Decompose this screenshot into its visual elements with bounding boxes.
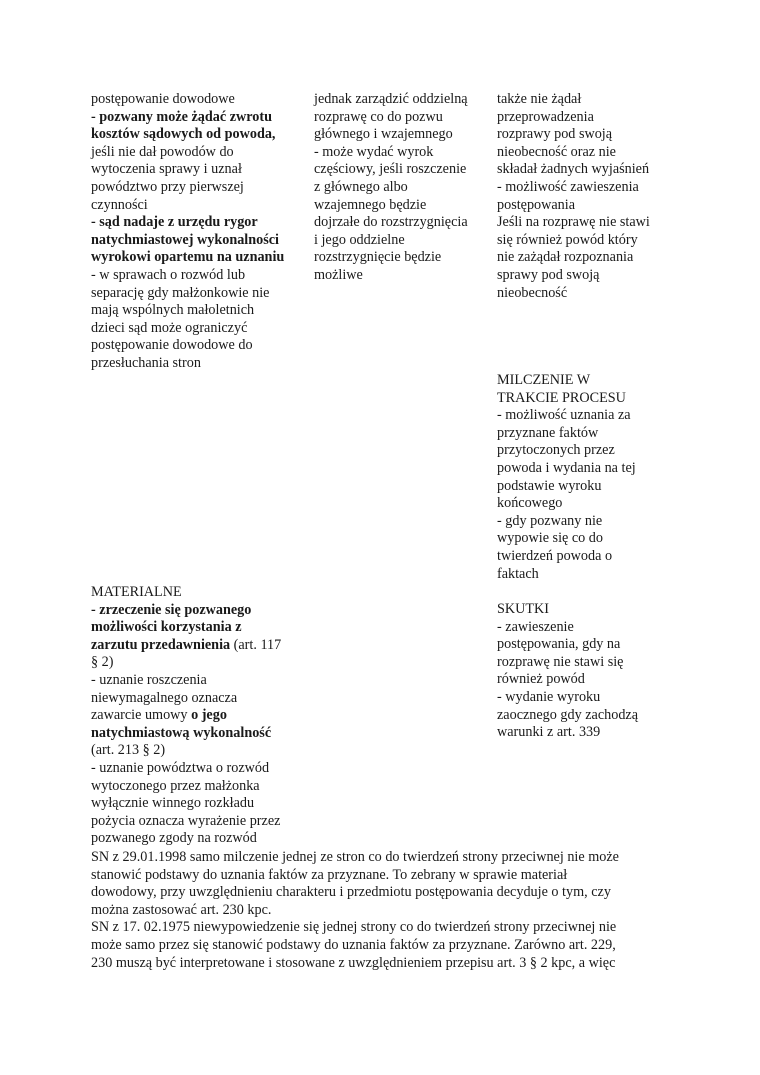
text-line-bold: - pozwany może żądać zwrotu (91, 108, 272, 125)
text-line: się również powód który (497, 231, 638, 248)
column-1-top-block (91, 91, 306, 373)
text-line: SN z 29.01.1998 samo milczenie jednej ze stron co do twierdzeń strony przeciwnej nie może (91, 849, 619, 865)
text-line: dowodowy, przy uwzględnieniu charakteru i przedmiotu postępowania decyduje o tym, czy (91, 884, 611, 901)
text-line: przeprowadzenia (497, 108, 594, 125)
text-line: rozprawę co do pozwu (314, 108, 443, 125)
text-line: można zastosować art. 230 kpc. (91, 901, 272, 918)
text-line-bold: natychmiastową wykonalność (91, 724, 272, 741)
text-line: separację gdy małżonkowie nie (91, 284, 270, 301)
text-line: możliwe (314, 266, 363, 283)
text-line: jednak zarządzić oddzielną (314, 91, 468, 107)
text-line-bold: kosztów sądowych od powoda, (91, 126, 276, 143)
text-line: pożycia oznacza wyrażenie przez (91, 812, 281, 829)
text-line: czynności (91, 196, 148, 213)
text-line: rozstrzygnięcie będzie (314, 249, 442, 266)
court-rulings-paragraph (91, 849, 681, 972)
text-line: stanowić podstawy do uznania faktów za przyznane. To zebrany w sprawie materiał (91, 866, 568, 883)
text-line: (art. 213 § 2) (91, 742, 166, 759)
text-line-bold: wyrokowi opartemu na uznaniu (91, 249, 285, 266)
bold-fragment: o jego (191, 707, 227, 724)
text-line: dzieci sąd może ograniczyć (91, 319, 248, 336)
text-line: wypowie się co do (497, 530, 603, 547)
text-line: sprawy pod swoją (497, 266, 600, 283)
text-line: wytoczonego przez małżonka (91, 777, 260, 794)
text-line: mają wspólnych małoletnich (91, 302, 255, 319)
text-line: - zawieszenie (497, 618, 574, 635)
text-line: twierdzeń powoda o (497, 547, 613, 564)
text-line: przyznane faktów (497, 424, 599, 441)
text-line: pozwanego zgody na rozwód (91, 830, 257, 847)
text-line: powództwo przy pierwszej (91, 178, 244, 195)
text-line: nie zażądał rozpoznania (497, 249, 634, 266)
text-line: SN z 17. 02.1975 niewypowiedzenie się jednej strony co do twierdzeń strony przeciwnej nie (91, 919, 617, 936)
text-line: wzajemnego będzie (314, 196, 427, 213)
text-line: Jeśli na rozprawę nie stawi (497, 214, 650, 231)
text-line: 230 muszą być interpretowane i stosowane z uwzględnieniem przepisu art. 3 § 2 kpc, a więc (91, 954, 616, 971)
text-line: dojrzałe do rozstrzygnięcia (314, 214, 468, 231)
text-line: - wydanie wyroku (497, 688, 601, 705)
text-line: niewymagalnego oznacza (91, 689, 238, 706)
text-line: wyłącznie winnego rozkładu (91, 795, 255, 812)
text-line-bold: możliwości korzystania z (91, 619, 242, 636)
text-line: podstawie wyroku (497, 477, 602, 494)
text-line: przesłuchania stron (91, 354, 201, 371)
text-line: głównego i wzajemnego (314, 126, 453, 143)
text-line-mixed (91, 637, 311, 655)
bold-fragment: zarzutu przedawnienia (91, 636, 231, 653)
section-heading: TRAKCIE PROCESU (497, 389, 626, 406)
text-fragment: zawarcie umowy (91, 707, 192, 724)
text-line: jeśli nie dał powodów do (91, 143, 234, 160)
text-line: postępowania, gdy na (497, 636, 621, 653)
text-line: i jego oddzielne (314, 231, 405, 248)
text-line-bold: - sąd nadaje z urzędu rygor (91, 214, 258, 231)
section-heading: SKUTKI (497, 601, 550, 617)
text-fragment: (art. 117 (230, 636, 282, 653)
text-line-bold: natychmiastowej wykonalności (91, 231, 279, 248)
text-line: końcowego (497, 495, 563, 512)
section-heading: MILCZENIE W (497, 372, 591, 388)
text-line: - możliwość zawieszenia (497, 178, 639, 195)
column-3-top-block (497, 91, 677, 302)
text-line: - możliwość uznania za (497, 407, 631, 424)
milczenie-section (497, 372, 677, 583)
text-line: § 2) (91, 654, 114, 671)
text-line: postępowanie dowodowe (91, 91, 235, 107)
text-line-mixed (91, 707, 311, 725)
text-line: warunki z art. 339 (497, 724, 601, 741)
materialne-section (91, 584, 311, 848)
text-line: również powód (497, 671, 585, 688)
text-line: nieobecność oraz nie (497, 143, 616, 160)
text-line-bold: - zrzeczenie się pozwanego (91, 601, 252, 618)
skutki-section (497, 601, 677, 742)
text-line: rozprawę nie stawi się (497, 653, 624, 670)
text-line: z głównego albo (314, 178, 408, 195)
text-line: wytoczenia sprawy i uznał (91, 161, 242, 178)
text-line: postępowania (497, 196, 576, 213)
text-line: - może wydać wyrok (314, 143, 434, 160)
text-line: - uznanie powództwa o rozwód (91, 759, 270, 776)
text-line: może samo przez się stanowić podstawy do uznania faktów za przyznane. Zarówno art. 229, (91, 936, 616, 953)
text-line: faktach (497, 565, 539, 582)
text-line: przytoczonych przez (497, 442, 615, 459)
column-2-top-block (314, 91, 494, 285)
text-line: częściowy, jeśli roszczenie (314, 161, 467, 178)
text-line: powoda i wydania na tej (497, 459, 636, 476)
text-line: - gdy pozwany nie (497, 512, 603, 529)
text-line: także nie żądał (497, 91, 582, 107)
text-line: - uznanie roszczenia (91, 671, 207, 688)
text-line: składał żadnych wyjaśnień (497, 161, 650, 178)
text-line: postępowanie dowodowe do (91, 337, 253, 354)
text-line: - w sprawach o rozwód lub (91, 266, 246, 283)
text-line: nieobecność (497, 284, 568, 301)
section-heading: MATERIALNE (91, 584, 182, 600)
text-line: rozprawy pod swoją (497, 126, 613, 143)
text-line: zaocznego gdy zachodzą (497, 706, 639, 723)
